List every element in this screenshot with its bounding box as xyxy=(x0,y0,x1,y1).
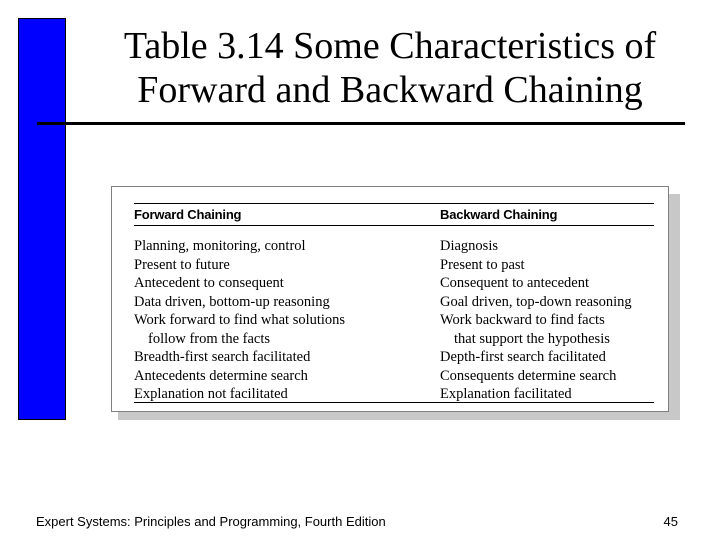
column-header-forward: Forward Chaining xyxy=(134,207,242,222)
table-cell: that support the hypothesis xyxy=(454,330,610,347)
page-number: 45 xyxy=(663,514,678,529)
column-header-backward: Backward Chaining xyxy=(440,207,558,222)
table-cell: Explanation facilitated xyxy=(440,386,572,402)
table-cell: Planning, monitoring, control xyxy=(134,238,306,254)
table-cell: Explanation not facilitated xyxy=(134,386,288,402)
title-line-1: Table 3.14 Some Characteristics of xyxy=(123,25,657,67)
footer-book-title: Expert Systems: Principles and Programming, Fourth Edition xyxy=(36,514,386,529)
table-cell: Goal driven, top-down reasoning xyxy=(440,293,632,310)
table-cell: follow from the facts xyxy=(148,330,271,347)
slide-title xyxy=(80,24,700,112)
forward-chaining-column xyxy=(134,237,345,404)
table-top-rule xyxy=(134,203,654,204)
characteristics-table xyxy=(111,186,669,412)
table-cell: Work backward to find facts xyxy=(440,312,605,328)
title-line-2: Forward and Backward Chaining xyxy=(137,69,643,111)
table-cell: Consequents determine search xyxy=(440,367,617,384)
table-cell: Diagnosis xyxy=(440,238,498,254)
table-cell: Present to future xyxy=(134,256,230,273)
accent-bar xyxy=(18,18,66,420)
table-header-rule xyxy=(134,225,654,226)
table-cell: Present to past xyxy=(440,256,525,273)
table-cell: Antecedent to consequent xyxy=(134,275,284,291)
title-underline xyxy=(37,122,685,125)
table-cell: Depth-first search facilitated xyxy=(440,349,606,365)
table-cell: Breadth-first search facilitated xyxy=(134,349,311,365)
backward-chaining-column xyxy=(440,237,632,404)
table-bottom-rule xyxy=(134,402,654,403)
table-cell: Work forward to find what solutions xyxy=(134,312,346,328)
table-cell: Data driven, bottom-up reasoning xyxy=(134,293,330,310)
table-cell: Consequent to antecedent xyxy=(440,275,589,291)
table-cell: Antecedents determine search xyxy=(134,367,308,384)
